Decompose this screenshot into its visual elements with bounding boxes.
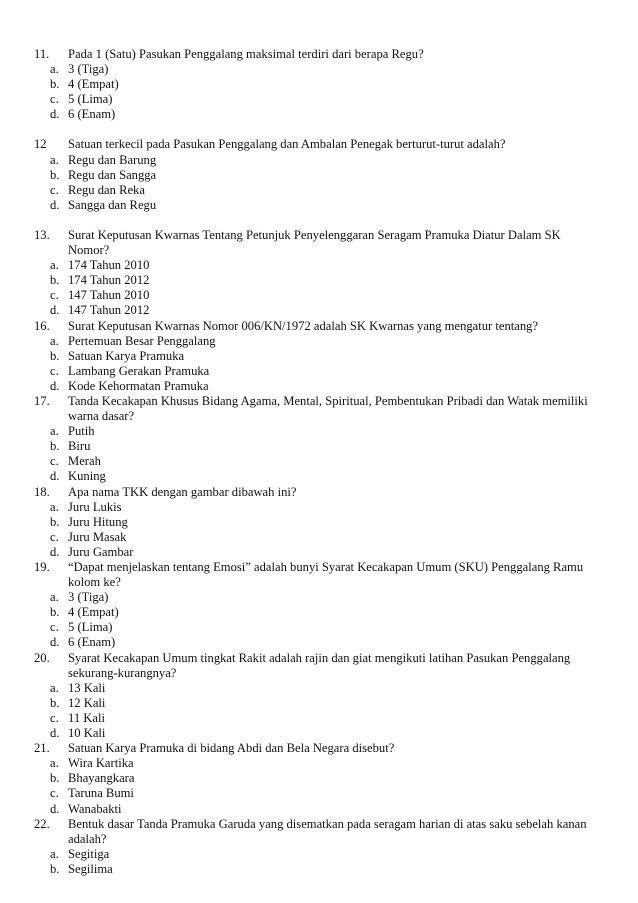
question-13 [0, 228, 638, 319]
option-text: 4 (Empat) [68, 605, 119, 620]
option-letter: d. [50, 107, 60, 122]
question-number: 21. [34, 741, 50, 756]
question-12 [0, 137, 638, 212]
question-number: 18. [34, 484, 50, 499]
option-letter: c. [50, 363, 59, 378]
option-text: Satuan Karya Pramuka [68, 348, 185, 363]
option-text: Bhayangkara [68, 771, 135, 786]
option-letter: d. [50, 635, 60, 650]
option-text: Pertemuan Besar Penggalang [68, 333, 216, 348]
option-letter: a. [50, 680, 59, 695]
option-letter: d. [50, 544, 60, 559]
question-number: 17. [34, 393, 50, 408]
option-letter: b. [50, 861, 60, 876]
question-text: Surat Keputusan Kwarnas Tentang Petunjuk Penyelenggaran Seragam Pramuka Diatur Dalam SK [68, 227, 561, 242]
option-letter: c. [50, 786, 59, 801]
option-text: 6 (Enam) [68, 635, 116, 650]
question-text: Syarat Kecakapan Umum tingkat Rakit adalah rajin dan giat mengikuti latihan Pasukan Penggalang [68, 650, 571, 665]
question-number: 11. [34, 47, 50, 61]
question-17 [0, 394, 638, 485]
option-letter: d. [50, 197, 60, 212]
option-letter: d. [50, 378, 60, 393]
option-text: 174 Tahun 2010 [68, 258, 150, 273]
option-letter: d. [50, 303, 60, 318]
question-text: Apa nama TKK dengan gambar dibawah ini? [68, 484, 297, 499]
question-number: 19. [34, 560, 50, 574]
option-text: Kode Kehormatan Pramuka [68, 378, 209, 393]
option-text: Regu dan Barung [68, 152, 157, 167]
option-text: Biru [68, 439, 91, 454]
option-letter: b. [50, 605, 60, 620]
option-text: 13 Kali [68, 680, 106, 695]
option-letter: b. [50, 695, 60, 710]
option-text: 147 Tahun 2012 [68, 303, 150, 318]
spacer [0, 122, 638, 137]
option-letter: a. [50, 756, 59, 771]
option-text: Merah [68, 454, 101, 469]
option-letter: b. [50, 273, 60, 288]
option-text: 6 (Enam) [68, 107, 116, 122]
option-letter: c. [50, 710, 59, 725]
option-letter: a. [50, 590, 59, 605]
option-letter: d. [50, 469, 60, 484]
option-letter: a. [50, 424, 59, 439]
option-letter: b. [50, 167, 60, 182]
question-number: 13. [34, 227, 50, 242]
option-letter: c. [50, 529, 59, 544]
option-text: Segilima [68, 861, 113, 876]
question-number: 16. [34, 318, 50, 333]
option-letter: d. [50, 801, 60, 816]
option-text: Wira Kartika [68, 756, 134, 771]
option-text: 4 (Empat) [68, 77, 119, 92]
option-text: 147 Tahun 2010 [68, 288, 150, 303]
option-letter: a. [50, 499, 59, 514]
option-text: 174 Tahun 2012 [68, 273, 150, 288]
option-letter: c. [50, 92, 59, 107]
question-number: 12 [34, 137, 47, 152]
question-number: 22. [34, 816, 50, 831]
question-text-continued: kolom ke? [68, 575, 121, 590]
option-text: Regu dan Sangga [68, 167, 157, 182]
question-text: Bentuk dasar Tanda Pramuka Garuda yang disematkan pada seragam harian di atas saku sebelah kanan [68, 816, 587, 831]
question-22 [0, 817, 638, 877]
question-text-continued: Nomor? [68, 243, 110, 258]
option-text: Juru Lukis [68, 499, 122, 514]
option-letter: b. [50, 77, 60, 92]
option-text: Regu dan Reka [68, 182, 145, 197]
option-text: Sangga dan Regu [68, 197, 157, 212]
option-text: 3 (Tiga) [68, 590, 109, 605]
question-text: Tanda Kecakapan Khusus Bidang Agama, Mental, Spiritual, Pembentukan Pribadi dan Watak memiliki [68, 393, 588, 408]
question-text: Pada 1 (Satu) Pasukan Penggalang maksimal terdiri dari berapa Regu? [68, 47, 424, 61]
option-text: 11 Kali [68, 710, 105, 725]
option-letter: a. [50, 152, 59, 167]
question-text: Satuan Karya Pramuka di bidang Abdi dan Bela Negara disebut? [68, 741, 395, 756]
option-text: 5 (Lima) [68, 620, 113, 635]
question-19 [0, 560, 638, 651]
option-text: 12 Kali [68, 695, 106, 710]
question-18 [0, 485, 638, 560]
option-letter: a. [50, 333, 59, 348]
option-letter: b. [50, 348, 60, 363]
option-text: Juru Gambar [68, 544, 134, 559]
option-letter: b. [50, 439, 60, 454]
option-text: Wanabakti [68, 801, 122, 816]
option-letter: c. [50, 620, 59, 635]
option-letter: a. [50, 62, 59, 77]
option-text: Juru Masak [68, 529, 127, 544]
option-letter: c. [50, 288, 59, 303]
option-text: Taruna Bumi [68, 786, 134, 801]
question-number: 20. [34, 650, 50, 665]
option-letter: c. [50, 454, 59, 469]
option-letter: a. [50, 846, 59, 861]
option-letter: b. [50, 514, 60, 529]
question-text-continued: adalah? [68, 831, 107, 846]
option-text: Segitiga [68, 846, 110, 861]
option-text: Kuning [68, 469, 106, 484]
option-letter: d. [50, 726, 60, 741]
question-20 [0, 651, 638, 742]
question-11 [0, 47, 638, 122]
question-text: “Dapat menjelaskan tentang Emosi” adalah bunyi Syarat Kecakapan Umum (SKU) Penggalang Ramu [68, 560, 584, 574]
question-text-continued: sekurang-kurangnya? [68, 665, 177, 680]
option-text: 3 (Tiga) [68, 62, 109, 77]
option-text: Putih [68, 424, 95, 439]
option-text: 10 Kali [68, 726, 106, 741]
option-text: 5 (Lima) [68, 92, 113, 107]
option-letter: a. [50, 258, 59, 273]
question-text: Satuan terkecil pada Pasukan Penggalang dan Ambalan Penegak berturut-turut adalah? [68, 137, 506, 152]
spacer [0, 213, 638, 228]
option-text: Juru Hitung [68, 514, 128, 529]
option-letter: b. [50, 771, 60, 786]
option-text: Lambang Gerakan Pramuka [68, 363, 210, 378]
option-letter: c. [50, 182, 59, 197]
question-16 [0, 319, 638, 394]
question-text: Surat Keputusan Kwarnas Nomor 006/KN/1972 adalah SK Kwarnas yang mengatur tentang? [68, 318, 539, 333]
question-text-continued: warna dasar? [68, 409, 135, 424]
question-21 [0, 741, 638, 816]
